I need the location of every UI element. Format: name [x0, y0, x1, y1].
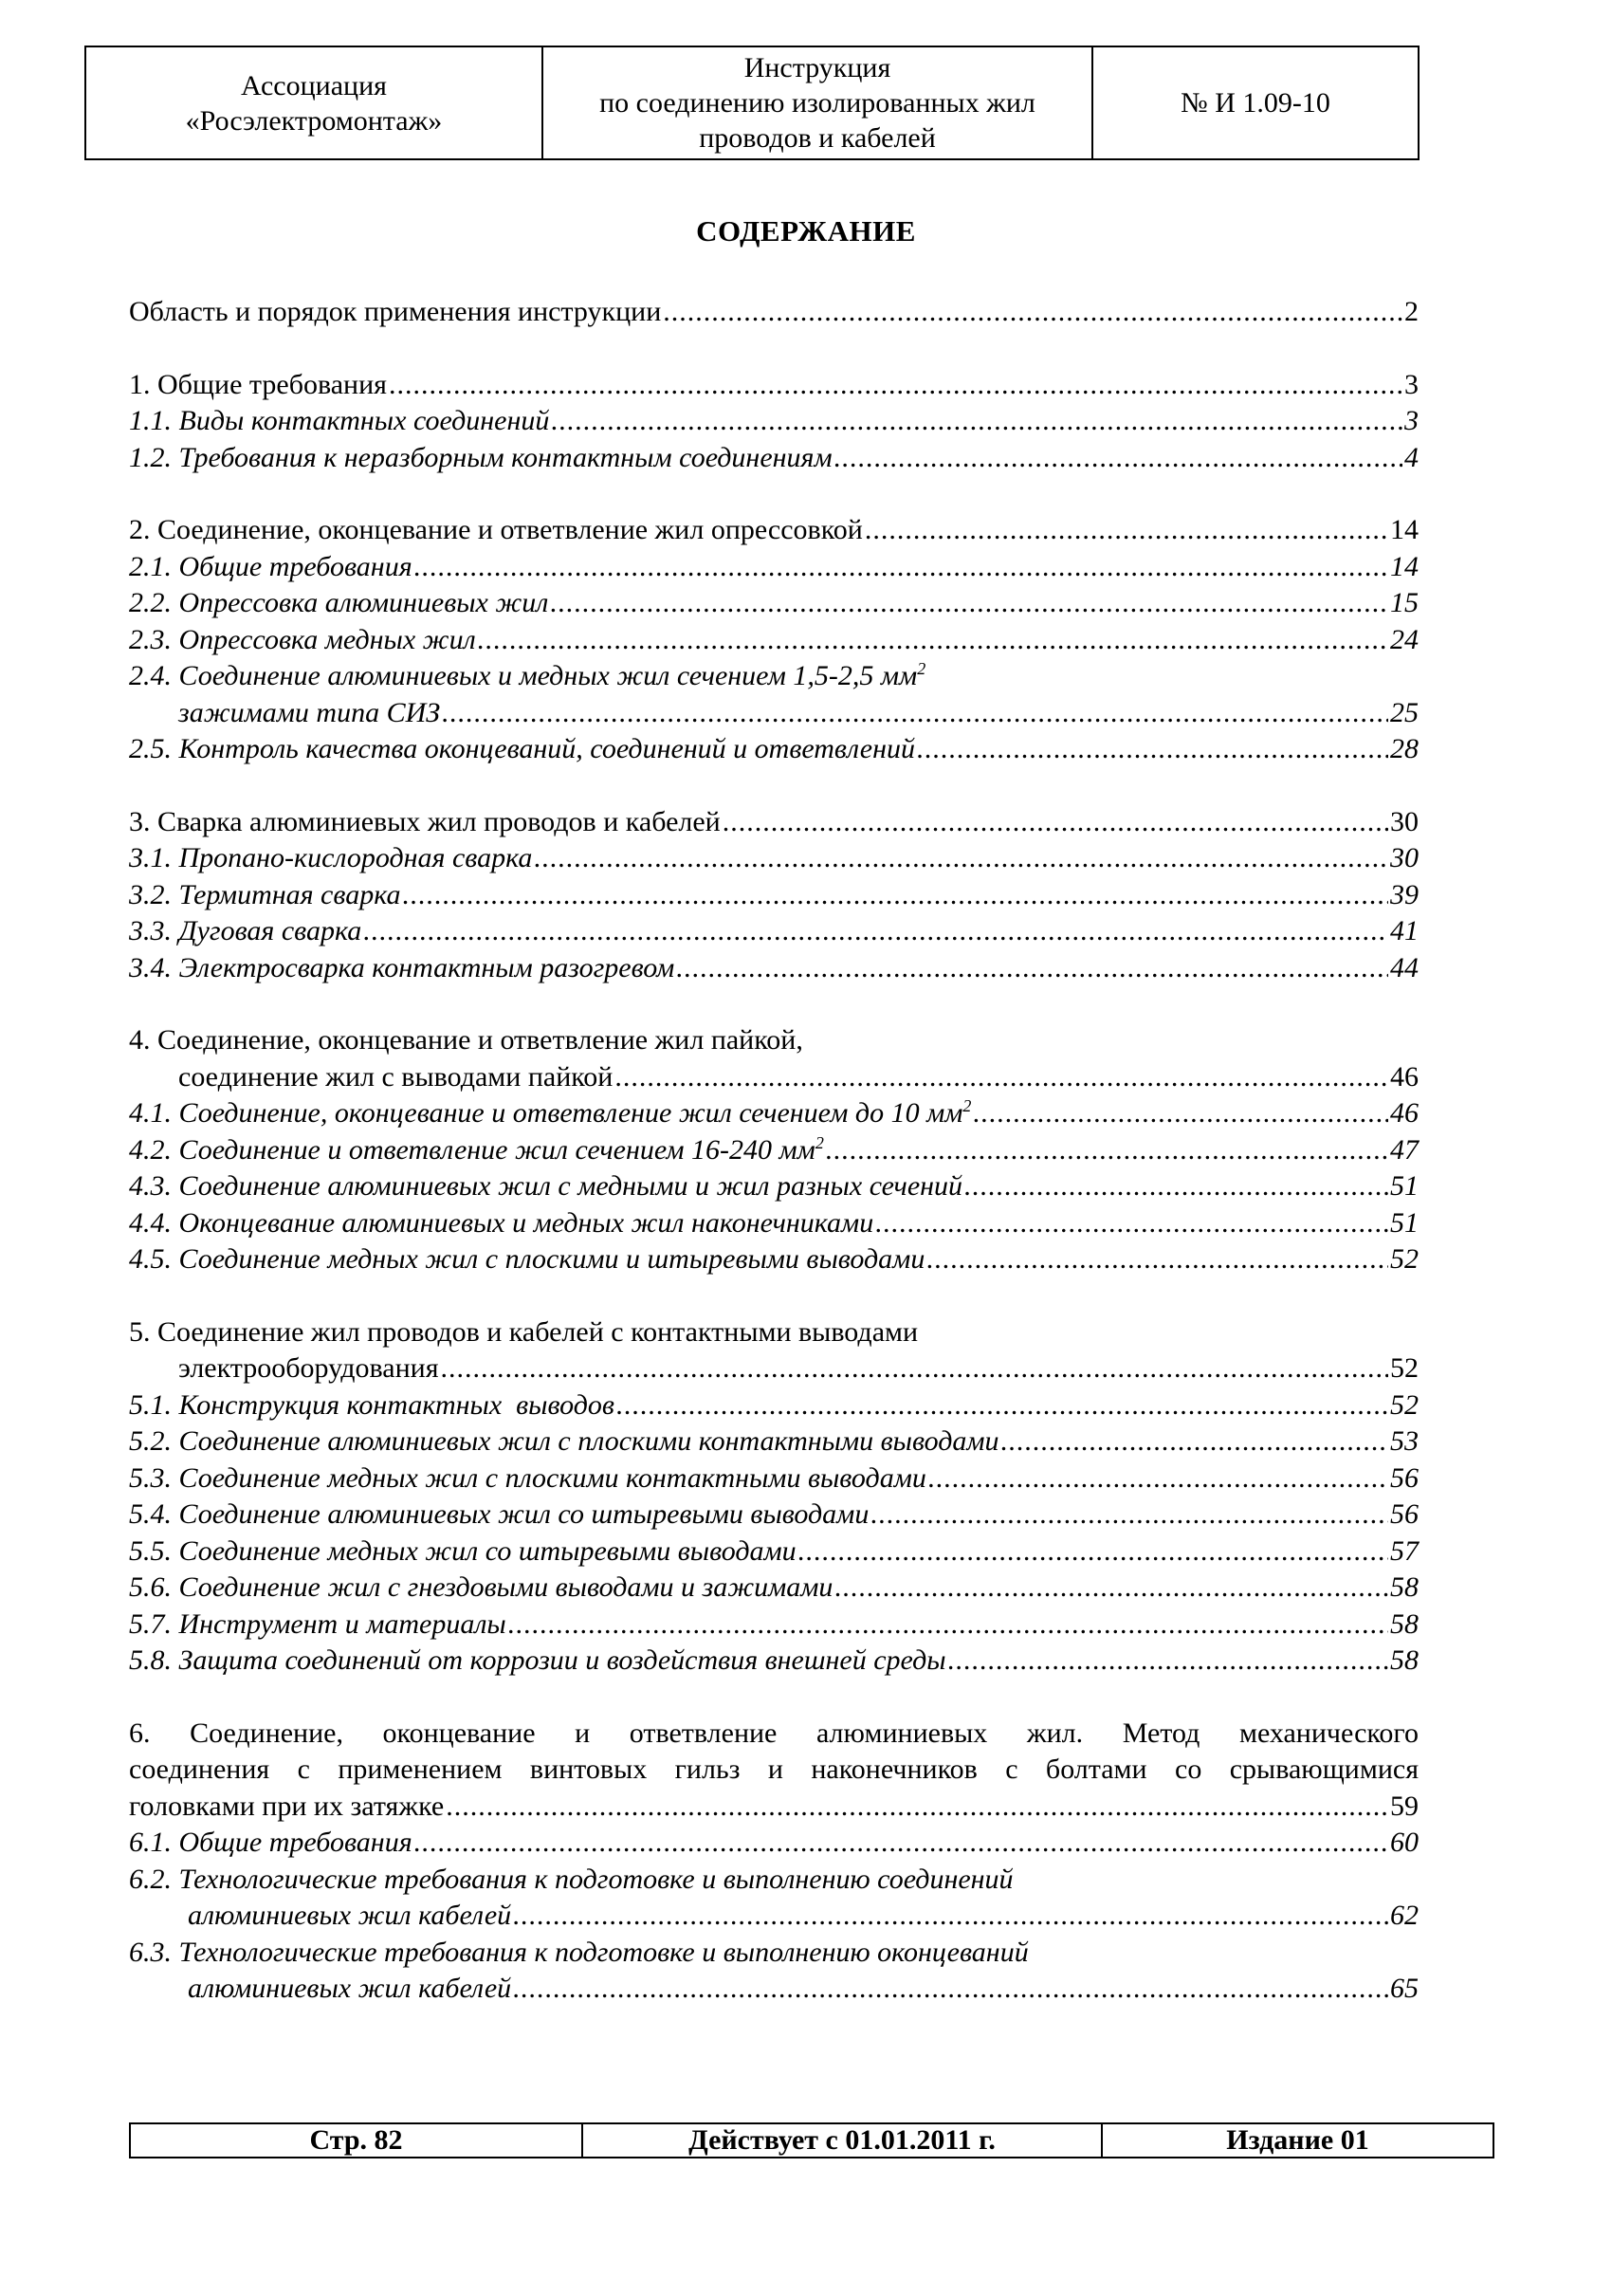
toc-entry-page: 56 [1390, 1498, 1419, 1530]
toc-entry-page: 15 [1390, 587, 1419, 618]
dot-leader [834, 440, 1402, 477]
dot-leader [875, 1205, 1388, 1242]
toc-entry[interactable] [129, 695, 1419, 732]
dot-leader [446, 1789, 1388, 1826]
dot-leader [928, 1460, 1388, 1497]
org-line-2: «Росэлектромонтаж» [185, 104, 443, 137]
dot-leader [551, 403, 1402, 440]
toc-group-intro [129, 294, 1419, 331]
dot-leader [870, 1497, 1388, 1534]
toc-entry-page: 3 [1404, 368, 1419, 400]
toc-entry-page: 30 [1390, 805, 1419, 837]
toc-entry-page: 52 [1390, 1388, 1419, 1421]
footer-edition: Издание 01 [1226, 2124, 1369, 2156]
dot-leader [663, 294, 1402, 331]
toc-entry-text: 3.3. Дуговая сварка [129, 915, 362, 946]
toc-entry-text: 2.3. Опрессовка медных жил [129, 623, 476, 655]
toc-entry-text: 4.5. Соединение медных жил с плоскими и штыревыми выводами [129, 1243, 925, 1275]
toc-entry[interactable] [129, 950, 1419, 987]
toc-entry-page: 46 [1390, 1060, 1419, 1093]
toc-entry-text: электрооборудования [178, 1352, 439, 1384]
dot-leader [964, 1168, 1388, 1205]
superscript: 2 [815, 1132, 824, 1152]
toc-entry-line: 6. Соединение, оконцевание и ответвление алюминиевых жил. Метод механического [129, 1717, 1419, 1749]
title-line-2: по соединению изолированных жил [599, 87, 1035, 119]
dot-leader [414, 549, 1388, 586]
title-line-1: Инструкция [743, 52, 891, 83]
toc-entry-page: 30 [1390, 842, 1419, 873]
toc-entry-page: 52 [1390, 1352, 1419, 1384]
title-line-3: проводов и кабелей [699, 122, 936, 154]
toc-entry-text: 3.2. Термитная сварка [129, 878, 401, 910]
toc-entry[interactable] [129, 1825, 1419, 1862]
toc-entry-page: 39 [1390, 878, 1419, 910]
toc-entry[interactable] [129, 1168, 1419, 1205]
toc-entry-text: 4.1. Соединение, оконцевание и ответвление жил сечением до 10 $мм^2$ [129, 1096, 972, 1129]
dot-leader [534, 840, 1388, 877]
dot-leader [414, 1825, 1388, 1862]
toc-entry-page: 44 [1390, 951, 1419, 983]
toc-entry-text: 4.4. Оконцевание алюминиевых и медных жил наконечниками [129, 1206, 874, 1239]
toc-entry-page: 62 [1390, 1900, 1419, 1931]
toc-entry-page: 60 [1390, 1827, 1419, 1858]
toc-entry[interactable] [129, 1643, 1419, 1680]
toc-entry[interactable] [129, 877, 1419, 914]
dot-leader [513, 1898, 1388, 1935]
dot-leader [834, 1570, 1388, 1607]
toc-entry-page: 3 [1404, 405, 1419, 436]
toc-entry-page: 24 [1390, 623, 1419, 655]
dot-leader [508, 1607, 1388, 1644]
dot-leader [550, 585, 1388, 622]
toc-entry-text: 5.8. Защита соединений от коррозии и воздействия внешней среды [129, 1644, 946, 1676]
toc-entry-text: 5.4. Соединение алюминиевых жил со штыревыми выводами [129, 1498, 870, 1530]
toc-entry-page: 56 [1390, 1461, 1419, 1494]
toc-entry-text: 1. Общие требования [129, 368, 387, 400]
dot-leader [865, 512, 1388, 549]
toc-entry-page: 53 [1390, 1425, 1419, 1457]
toc-entry-page: 14 [1390, 514, 1419, 545]
dot-leader [798, 1534, 1388, 1570]
toc-entry[interactable] [129, 1497, 1419, 1534]
toc-entry[interactable] [129, 294, 1419, 331]
toc-entry-text: 6.1. Общие требования [129, 1827, 412, 1858]
dot-leader [917, 731, 1388, 768]
toc-entry[interactable] [129, 1350, 1419, 1387]
toc-entry-page: 57 [1390, 1534, 1419, 1567]
toc-entry[interactable] [129, 1607, 1419, 1644]
toc-entry-text: 5.7. Инструмент и материалы [129, 1607, 506, 1640]
toc-entry-page: 58 [1390, 1571, 1419, 1603]
superscript: 2 [917, 659, 926, 678]
toc-entry-page: 51 [1390, 1206, 1419, 1239]
dot-leader [442, 695, 1388, 732]
toc-entry-text: зажимами типа СИЗ [178, 696, 441, 728]
toc-entry[interactable] [129, 403, 1419, 440]
toc-entry-text: 4.2. Соединение и ответвление жил сечением 16-240 $мм^2$ [129, 1132, 824, 1166]
dot-leader [478, 622, 1388, 659]
header-document-title [543, 47, 1093, 158]
toc-entry[interactable] [129, 1132, 1419, 1169]
toc-entry[interactable] [129, 1095, 1419, 1132]
toc-entry-page: 2 [1404, 296, 1419, 327]
toc-entry-text: 1.2. Требования к неразборным контактным соединениям [129, 441, 833, 473]
toc-entry-page: 58 [1390, 1644, 1419, 1676]
header-organization [86, 47, 543, 158]
dot-leader [363, 913, 1388, 950]
toc-entry[interactable] [129, 585, 1419, 622]
toc-entry-text: 5.1. Конструкция контактных выводов [129, 1388, 614, 1421]
dot-leader [441, 1350, 1388, 1387]
toc-entry[interactable] [129, 1534, 1419, 1570]
toc-entry[interactable] [129, 1898, 1419, 1935]
dot-leader [826, 1132, 1388, 1169]
toc-entry-text: головками при их затяжке [129, 1790, 445, 1822]
toc-entry[interactable] [129, 1789, 1419, 1826]
dot-leader [614, 1059, 1388, 1096]
toc-entry[interactable] [129, 549, 1419, 586]
toc-entry-line: 4. Соединение, оконцевание и ответвление жил пайкой, [129, 1024, 803, 1056]
toc-entry[interactable] [129, 1205, 1419, 1242]
toc-entry-page: 46 [1390, 1097, 1419, 1129]
toc-entry[interactable] [129, 1059, 1419, 1096]
header-doc-number [1093, 47, 1418, 158]
page-title: СОДЕРЖАНИЕ [696, 214, 916, 248]
header-table [84, 46, 1420, 160]
toc-entry-text: 2.1. Общие требования [129, 550, 412, 582]
toc-entry-page: 4 [1404, 441, 1419, 473]
dot-leader [973, 1095, 1388, 1132]
toc-entry-line: соединения с применением винтовых гильз и наконечников с болтами со срывающимися [129, 1754, 1419, 1785]
toc-group-1 [129, 367, 1419, 477]
toc-entry-page: 52 [1390, 1243, 1419, 1275]
toc-entry[interactable] [129, 1424, 1419, 1460]
toc-entry-page: 14 [1390, 550, 1419, 582]
toc-group-3 [129, 804, 1419, 987]
toc-entry[interactable] [129, 913, 1419, 950]
footer-effective-date: Действует с 01.01.2011 г. [583, 2124, 1103, 2157]
toc-group-2 [129, 512, 1419, 768]
org-line-1: Ассоциация [241, 69, 387, 101]
toc-entry[interactable] [129, 440, 1419, 477]
toc-entry[interactable] [129, 840, 1419, 877]
toc-entry-text: 3. Сварка алюминиевых жил проводов и кабелей [129, 805, 721, 837]
toc-entry-page: 41 [1390, 915, 1419, 946]
dot-leader [676, 950, 1388, 987]
toc-entry[interactable] [129, 1387, 1419, 1424]
toc-entry-text: алюминиевых жил кабелей [188, 1973, 512, 2004]
toc-entry[interactable] [129, 731, 1419, 768]
toc-entry-page: 65 [1390, 1973, 1419, 2004]
toc-entry-text: 2.4. Соединение алюминиевых и медных жил сечением 1,5-2,5 мм [129, 660, 918, 691]
toc-entry[interactable] [129, 512, 1419, 549]
toc-entry-text: 2.5. Контроль качества оконцеваний, соединений и ответвлений [129, 733, 915, 764]
dot-leader [723, 804, 1388, 841]
toc-entry-text: Область и порядок применения инструкции [129, 296, 662, 327]
doc-number: № И 1.09-10 [1181, 87, 1330, 119]
toc-entry-line [129, 658, 1419, 695]
toc-entry-text: 2.2. Опрессовка алюминиевых жил [129, 587, 549, 618]
toc-entry-text: 3.4. Электросварка контактным разогревом [129, 951, 675, 983]
toc-entry-text: 2. Соединение, оконцевание и ответвление жил опрессовкой [129, 514, 863, 545]
table-of-contents [129, 294, 1419, 2044]
toc-entry-line: 5. Соединение жил проводов и кабелей с контактными выводами [129, 1315, 919, 1348]
toc-group-5 [129, 1314, 1419, 1680]
toc-entry-page: 25 [1390, 696, 1419, 728]
toc-group-4 [129, 1022, 1419, 1278]
dot-leader [926, 1241, 1388, 1278]
toc-entry-text: 3.1. Пропано-кислородная сварка [129, 842, 533, 873]
toc-entry[interactable] [129, 622, 1419, 659]
dot-leader [1001, 1424, 1388, 1460]
toc-entry-text: соединение жил с выводами пайкой [178, 1060, 614, 1093]
toc-group-6 [129, 1716, 1419, 2008]
footer-table [129, 2122, 1494, 2158]
toc-entry-page: 58 [1390, 1607, 1419, 1640]
toc-entry-text: 4.3. Соединение алюминиевых жил с медными и жил разных сечений [129, 1170, 963, 1202]
toc-entry-text: 5.3. Соединение медных жил с плоскими контактными выводами [129, 1461, 926, 1494]
toc-entry-page: 59 [1390, 1790, 1419, 1822]
toc-entry[interactable] [129, 1241, 1419, 1278]
dot-leader [402, 877, 1388, 914]
superscript: 2 [962, 1096, 972, 1115]
toc-entry-line: 6.2. Технологические требования к подготовке и выполнению соединений [129, 1863, 1014, 1895]
dot-leader [513, 1971, 1388, 2008]
toc-entry[interactable] [129, 804, 1419, 841]
toc-entry-text: алюминиевых жил кабелей [188, 1900, 512, 1931]
dot-leader [389, 367, 1402, 404]
footer-page-number: Стр. 82 [131, 2124, 583, 2157]
toc-entry-page: 47 [1390, 1133, 1419, 1166]
dot-leader [948, 1643, 1388, 1680]
toc-entry-text: 5.6. Соединение жил с гнездовыми выводами и зажимами [129, 1571, 833, 1603]
toc-entry[interactable] [129, 1570, 1419, 1607]
toc-entry-text: 5.2. Соединение алюминиевых жил с плоскими контактными выводами [129, 1425, 999, 1457]
toc-entry[interactable] [129, 1460, 1419, 1497]
toc-entry[interactable] [129, 1971, 1419, 2008]
toc-entry-text: 1.1. Виды контактных соединений [129, 405, 550, 436]
toc-entry[interactable] [129, 367, 1419, 404]
toc-entry-page: 51 [1390, 1170, 1419, 1202]
toc-entry-page: 28 [1390, 733, 1419, 764]
dot-leader [616, 1387, 1388, 1424]
toc-entry-line: 6.3. Технологические требования к подготовке и выполнению оконцеваний [129, 1936, 1029, 1968]
toc-entry-text: 5.5. Соединение медных жил со штыревыми выводами [129, 1534, 797, 1567]
